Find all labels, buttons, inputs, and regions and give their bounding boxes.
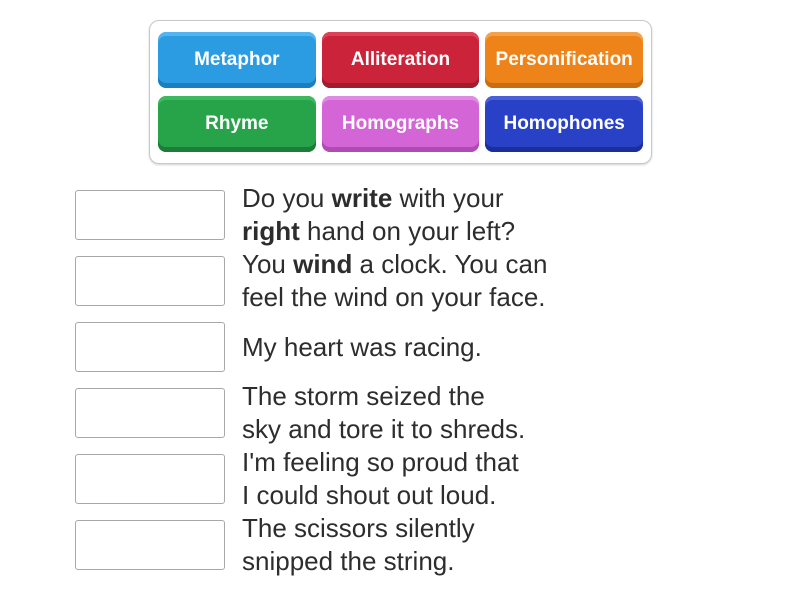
- answer-drop-box[interactable]: [75, 256, 225, 306]
- clue-line: sky and tore it to shreds.: [242, 414, 526, 444]
- clue-text: [242, 182, 515, 248]
- word-tile-alliteration[interactable]: Alliteration: [322, 32, 480, 88]
- clue-line: The scissors silently: [242, 513, 475, 543]
- clue-text: [242, 248, 547, 314]
- clue-line: I could shout out loud.: [242, 480, 497, 510]
- clue-line: snipped the string.: [242, 546, 455, 576]
- match-row: [75, 512, 735, 578]
- answer-drop-box[interactable]: [75, 520, 225, 570]
- clue-line: My heart was racing.: [242, 331, 482, 362]
- match-row: [75, 314, 735, 380]
- match-rows: [75, 182, 735, 578]
- answer-drop-box[interactable]: [75, 388, 225, 438]
- answer-drop-box[interactable]: [75, 454, 225, 504]
- clue-line: Do you write with your: [242, 183, 504, 213]
- match-row: [75, 380, 735, 446]
- clue-line: The storm seized the: [242, 381, 485, 411]
- match-row: [75, 446, 735, 512]
- clue-text: [242, 446, 519, 512]
- word-tile-personification[interactable]: Personification: [485, 32, 643, 88]
- clue-line: I'm feeling so proud that: [242, 447, 519, 477]
- clue-text: [242, 380, 525, 446]
- answer-drop-box[interactable]: [75, 322, 225, 372]
- word-tile-metaphor[interactable]: Metaphor: [158, 32, 316, 88]
- match-row: [75, 248, 735, 314]
- match-row: [75, 182, 735, 248]
- clue-line: right hand on your left?: [242, 216, 516, 246]
- clue-text: [242, 512, 475, 578]
- clue-line: feel the wind on your face.: [242, 282, 546, 312]
- word-bank-panel: [149, 20, 652, 164]
- word-bank-grid: [158, 32, 643, 152]
- answer-drop-box[interactable]: [75, 190, 225, 240]
- clue-line: You wind a clock. You can: [242, 249, 548, 279]
- word-tile-rhyme[interactable]: Rhyme: [158, 96, 316, 152]
- clue-text: [242, 331, 482, 364]
- word-tile-homophones[interactable]: Homophones: [485, 96, 643, 152]
- word-tile-homographs[interactable]: Homographs: [322, 96, 480, 152]
